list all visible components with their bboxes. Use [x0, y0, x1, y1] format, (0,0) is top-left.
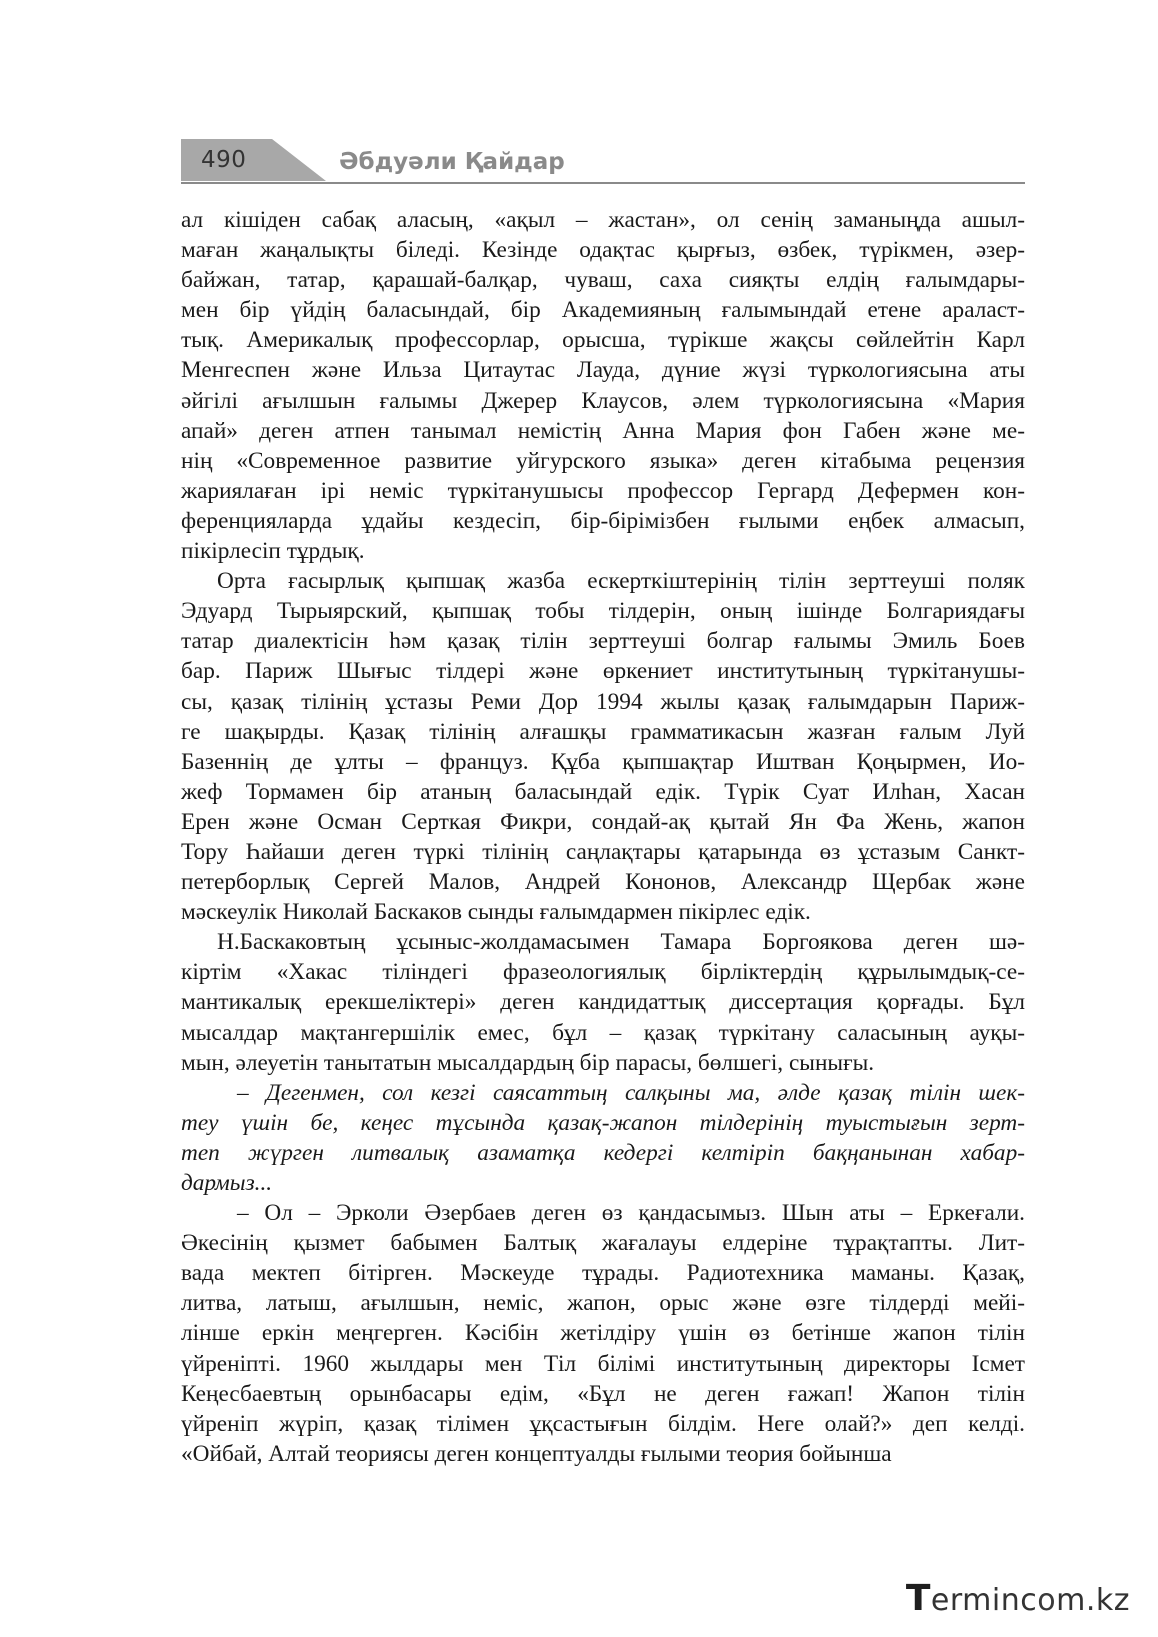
text-line: «Ойбай, Алтай теориясы деген концептуалды ғылыми теория бойынша — [181, 1440, 892, 1467]
page-number: 490 — [201, 147, 247, 173]
text-line: Әкесінің қызмет бабымен Балтық жағалауы елдеріне тұрақтапты. Лит- — [181, 1230, 1025, 1257]
text-line: – Дегенмен, сол кезгі саясаттың салқыны ма, әлде қазақ тілін шек- — [237, 1079, 1025, 1106]
text-line: дармыз... — [181, 1170, 273, 1196]
text-line: апай» деген атпен танымал немістің Анна Мария фон Габен және ме- — [181, 417, 1025, 444]
paragraph — [181, 205, 1025, 566]
text-line: Орта ғасырлық қыпшақ жазба ескерткіштерінің тілін зерттеуші поляк — [217, 568, 1025, 595]
text-line: байжан, татар, қарашай-балқар, чуваш, саха сияқты елдің ғалымдары- — [181, 267, 1025, 294]
text-line: – Ол – Эрколи Әзербаев деген өз қандасымыз. Шын аты – Еркеғали. — [237, 1200, 1025, 1227]
text-line: үйреніпті. 1960 жылдары мен Тіл білімі институтының директоры Ісмет — [181, 1350, 1025, 1377]
text-line: пікірлесіп тұрдық. — [181, 538, 365, 565]
text-line: Кеңесбаевтың орынбасары едім, «Бұл не деген ғажап! Жапон тілін — [181, 1380, 1025, 1407]
paragraph — [181, 927, 1025, 1077]
text-line: Тору Һайаши деген түркі тілінің саңлақтары қатарында өз ұстазым Санкт- — [181, 838, 1025, 865]
text-line: сы, қазақ тілінің ұстазы Реми Дор 1994 жылы қазақ ғалымдарын Париж- — [181, 688, 1025, 715]
text-line: ференцияларда ұдайы кездесіп, бір-бірімізбен ғылыми еңбек алмасып, — [181, 507, 1025, 534]
text-line: петерборлық Сергей Малов, Андрей Кононов, Александр Щербак және — [181, 869, 1025, 896]
text-line: татар диалектісін һәм қазақ тілін зерттеуші болгар ғалымы Эмиль Боев — [181, 628, 1025, 655]
watermark-initial: T — [905, 1578, 931, 1619]
text-line: Базеннің де ұлты – француз. Құба қыпшақтар Иштван Қоңырмен, Ио- — [181, 748, 1025, 775]
text-line: мен бір үйдің баласындай, бір Академияның ғалымындай етене араласт- — [181, 297, 1025, 324]
header-rule — [181, 182, 1025, 184]
text-line: мантикалық ерекшеліктері» деген кандидаттық диссертация қорғады. Бұл — [181, 989, 1025, 1016]
text-line: Ерен және Осман Серткая Фикри, сондай-ақ қытай Ян Фа Жень, жапон — [181, 808, 1025, 835]
watermark-text: erminc — [930, 1583, 1038, 1618]
text-line: теп жүрген литвалық азаматқа кедергі келтіріп бақңанынан хабар- — [181, 1139, 1025, 1166]
text-line: Н.Баскаковтың ұсыныс-жолдамасымен Тамара Боргоякова деген шә- — [217, 929, 1025, 956]
paragraph — [181, 566, 1025, 927]
watermark-magnifier-o: o — [1037, 1583, 1057, 1618]
text-line: кіртім «Хакас тіліндегі фразеологиялық бірліктердің құрылымдық-се- — [181, 959, 1025, 986]
paragraph — [181, 1078, 1025, 1198]
text-line: үйреніп жүріп, қазақ тілімен ұқсастығын білдім. Неге олай?» деп келді. — [181, 1410, 1025, 1437]
text-line: әйгілі ағылшын ғалымы Джерер Клаусов, әлем түркологиясына «Мария — [181, 387, 1025, 414]
paragraph — [181, 1198, 1025, 1469]
text-line: мәскеулік Николай Баскаков сынды ғалымдармен пікірлес едік. — [181, 899, 811, 926]
header-wedge — [272, 139, 326, 181]
text-line: нің «Современное развитие уйгурского языка» деген кітабыма рецензия — [181, 447, 1025, 474]
text-line: ал кішіден сабақ аласың, «ақыл – жастан», ол сенің заманыңда ашыл- — [181, 207, 1025, 233]
text-line: литва, латыш, ағылшын, неміс, жапон, орыс және өзге тілдерді мейі- — [181, 1290, 1025, 1317]
watermark-logo — [906, 1578, 1130, 1618]
page-body — [181, 205, 1025, 1469]
text-line: мысалдар мақтангершілік емес, бұл – қазақ түркітану саласының ауқы- — [181, 1019, 1025, 1046]
running-header — [181, 139, 1025, 189]
text-line: Менгеспен және Ильза Цитаутас Лауда, дүние жүзі түркологиясына аты — [181, 357, 1025, 384]
text-line: мын, әлеуетін танытатын мысалдардың бір парасы, бөлшегі, сынығы. — [181, 1049, 875, 1076]
text-line: жариялаған ірі неміс түркітанушысы профессор Гергард Дефермен кон- — [181, 477, 1025, 504]
text-line: тық. Америкалық профессорлар, орысша, түрікше жақсы сөйлейтін Карл — [181, 327, 1025, 354]
watermark-domain: m.kz — [1056, 1583, 1130, 1618]
text-line: Эдуард Тырыярский, қыпшақ тобы тілдерін, оның ішінде Болгариядағы — [181, 598, 1025, 625]
text-line: маған жаңалықты біледі. Кезінде одақтас қырғыз, өзбек, түрікмен, әзер- — [181, 237, 1025, 264]
text-line: жеф Тормамен бір атаның баласындай едік. Түрік Суат Илһан, Хасан — [181, 778, 1025, 805]
text-line: лінше еркін меңгерген. Кәсібін жетілдіру үшін өз бетінше жапон тілін — [181, 1320, 1025, 1347]
header-author: Әбдуәли Қайдар — [339, 149, 565, 175]
text-line: вада мектеп бітірген. Мәскеуде тұрады. Радиотехника маманы. Қазақ, — [181, 1260, 1025, 1287]
text-line: теу үшін бе, кеңес тұсында қазақ-жапон тілдерінің туыстығын зерт- — [181, 1109, 1025, 1136]
text-line: ге шақырды. Қазақ тілінің алғашқы грамматикасын жазған ғалым Луй — [181, 718, 1025, 745]
text-line: бар. Париж Шығыс тілдері және өркениет институтының түркітанушы- — [181, 658, 1025, 685]
